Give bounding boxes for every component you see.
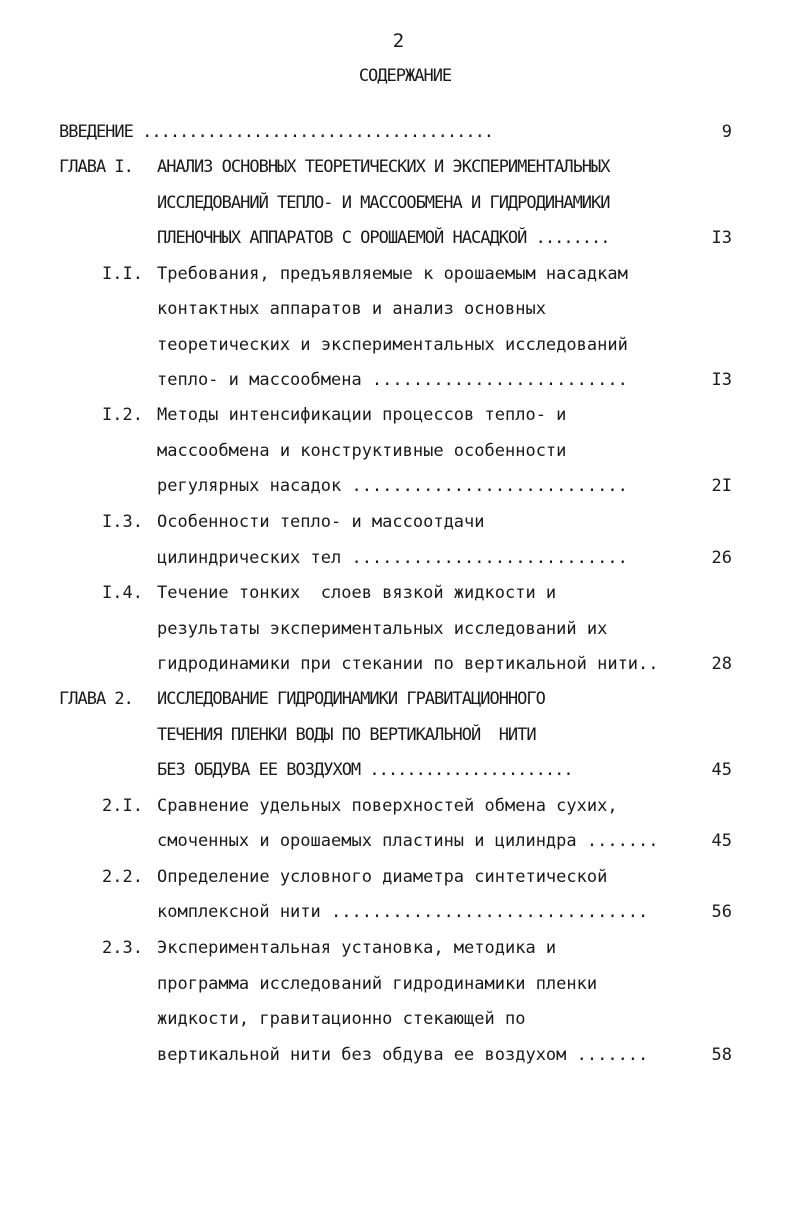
toc-entry-label: 2.3. [102,938,143,958]
toc-entry-line: жидкости, гравитационно стекающей по [157,1009,526,1029]
toc-entry-line: ПЛЕНОЧНЫХ АППАРАТОВ С ОРОШАЕМОЙ НАСАДКОЙ ........ [157,228,610,248]
toc-entry-line: цилиндрических тел ........................... [157,548,628,568]
toc-entry-label: 2.I. [102,796,143,816]
toc-entry-line: Определение условного диаметра синтетической [157,867,608,887]
toc-page-number: 45 [711,760,732,780]
toc-page-number: 9 [721,122,732,142]
toc-page-number: 56 [711,902,732,922]
toc-entry-label: ГЛАВА 2. [59,689,133,709]
toc-entry-line: вертикальной нити без обдува ее воздухом ....... [157,1045,649,1065]
toc-entry-label: I.I. [102,264,143,284]
toc-entry-line: комплексной нити ............................... [157,902,649,922]
toc-entry-line: ВВЕДЕНИЕ ...................................... [59,122,494,142]
toc-entry-label: ГЛАВА I. [59,157,133,177]
toc-entry-label: I.2. [102,405,143,425]
page-number: 2 [392,30,405,52]
toc-page-number: 26 [711,548,732,568]
toc-entry-line: тепло- и массообмена ......................... [157,370,628,390]
toc-entry-line: Особенности тепло- и массоотдачи [157,512,485,532]
toc-page-number: 2I [711,476,732,496]
toc-page-number: I3 [711,228,732,248]
toc-entry-line: массообмена и конструктивные особенности [157,441,567,461]
toc-entry-line: Сравнение удельных поверхностей обмена сухих, [157,796,618,816]
page-title: СОДЕРЖАНИЕ [358,66,452,86]
toc-entry-line: регулярных насадок ........................... [157,476,628,496]
toc-page-number: 28 [711,654,732,674]
toc-entry-line: БЕЗ ОБДУВА ЕЕ ВОЗДУХОМ ...................... [157,760,573,780]
toc-entry-line: ТЕЧЕНИЯ ПЛЕНКИ ВОДЫ ПО ВЕРТИКАЛЬНОЙ НИТИ [157,725,536,745]
toc-entry-line: Методы интенсификации процессов тепло- и [157,405,567,425]
toc-entry-line: Экспериментальная установка, методика и [157,938,557,958]
toc-page-number: 45 [711,831,732,851]
toc-page-number: I3 [711,370,732,390]
toc-entry-line: контактных аппаратов и анализ основных [157,299,546,319]
toc-entry-line: ИССЛЕДОВАНИЕ ГИДРОДИНАМИКИ ГРАВИТАЦИОННОГО [157,689,545,709]
toc-entry-line: программа исследований гидродинамики пленки [157,974,598,994]
toc-entry-line: теоретических и экспериментальных исследований [157,335,628,355]
toc-entry-label: I.4. [102,583,143,603]
toc-page-number: 58 [711,1045,732,1065]
toc-entry-label: 2.2. [102,867,143,887]
toc-entry-line: Требования, предъявляемые к орошаемым насадкам [157,264,628,284]
toc-entry-line: Течение тонких слоев вязкой жидкости и [157,583,557,603]
toc-entry-label: I.3. [102,512,143,532]
toc-entry-line: смоченных и орошаемых пластины и цилиндра ....... [157,831,659,851]
toc-entry-line: результаты экспериментальных исследований их [157,619,608,639]
toc-entry-line: ИССЛЕДОВАНИЙ ТЕПЛО- И МАССООБМЕНА И ГИДРОДИНАМИКИ [157,193,610,213]
toc-entry-line: АНАЛИЗ ОСНОВНЫХ ТЕОРЕТИЧЕСКИХ И ЭКСПЕРИМЕНТАЛЬНЫХ [157,157,610,177]
toc-entry-line: гидродинамики при стекании по вертикальной нити.. [157,654,659,674]
